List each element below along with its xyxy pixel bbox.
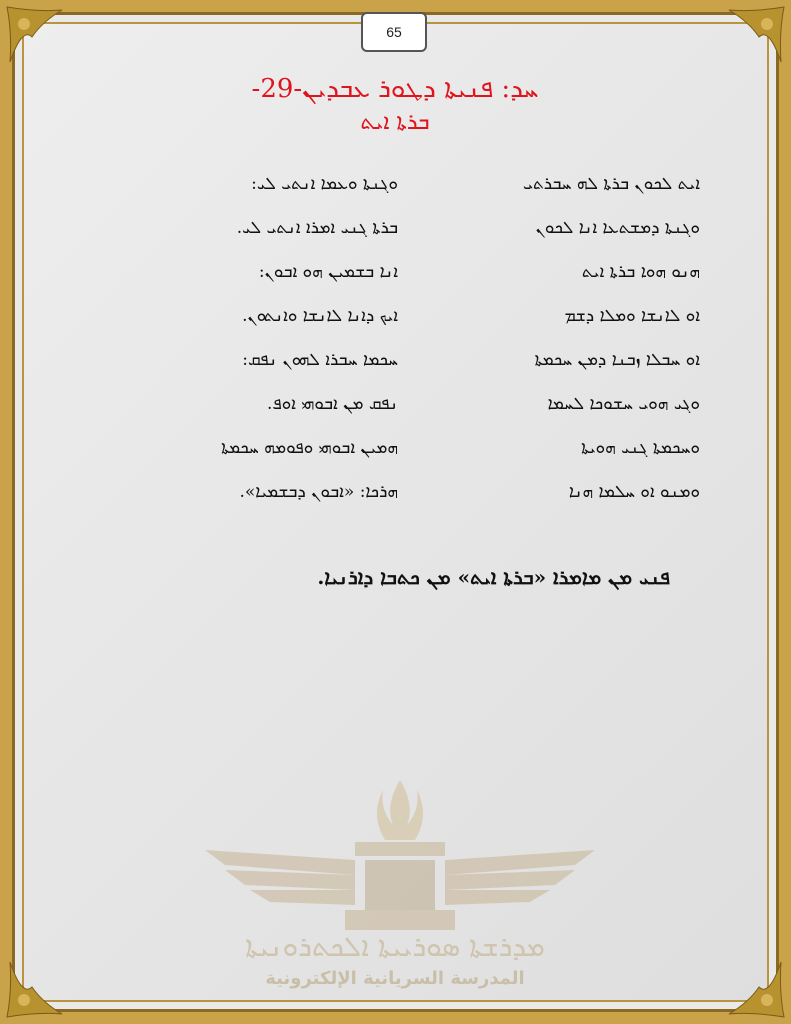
page-subtitle: ܒܪܬܐ ܐܝܬ: [360, 110, 430, 135]
verse-line: [120, 338, 700, 382]
verse-left: ܘܓܢܬܐ ܘܥܡܐ ܐܢܬܝ ܠܝ:: [251, 174, 398, 194]
verse-line: [120, 426, 700, 470]
source-note: ܦܢܝ ܡܢ ܡܐܡܪܐ «ܒܪܬܐ ܐܝܬ» ܡܢ ܟܬܒܐ ܕܐܪܢܝܐ.: [317, 565, 670, 589]
verse-left: ܐܢܐ ܒܫܡܝܢ ܗܘ ܐܒܘܢ:: [258, 262, 398, 282]
page-title: ܚܕ: ܦܢܝܬܐ ܕܛܘܪ ܥܒܕܝܢ-29-: [251, 74, 539, 104]
corner-ornament-icon: [719, 952, 789, 1022]
verse-right: ܐܘ ܚܒܠܐ ܙܒܢܐ ܕܡܢ ܚܟܡܬܐ: [534, 350, 700, 370]
school-name-arabic: المدرسة السريانية الإلكترونية: [265, 968, 525, 989]
verse-line: [120, 382, 700, 426]
verse-left: ܗܪܟܐ: «ܐܒܘܢ ܕܒܫܡܝܐ».: [239, 482, 398, 502]
verse-right: ܘܡܢܘ ܐܘ ܚܠܡܐ ܗܢܐ: [568, 482, 700, 502]
school-name-syriac: ܡܕܪܫܬܐ ܣܘܪܝܝܬܐ ܐܠܟܬܪܘܢܝܬܐ: [245, 930, 545, 963]
verse-right: ܘܓܝ ܗܘܝ ܚܫܘܟܐ ܠܚܡܐ: [547, 394, 700, 414]
verse-right: ܘܚܟܡܬܐ ܓܢܝ ܗܘܝܬܐ: [581, 438, 700, 458]
verse-left: ܐܝܟ ܕܐܢܐ ܠܐܢܫܐ ܘܐܢܬܘܢ.: [242, 306, 398, 326]
verse-right: ܘܓܢܬܐ ܕܡܫܬܥܐ ܐܢܐ ܠܟܘܢ: [535, 218, 700, 238]
corner-ornament-icon: [2, 952, 72, 1022]
verse-line: [120, 250, 700, 294]
verse-right: ܐܝܬ ܠܟܘܢ ܒܪܬܐ ܠܗ ܚܒܪܬܝ: [523, 174, 700, 194]
verse-left: ܗܡܝܢ ܐܒܘܗܝ ܘܦܘܡܗ ܚܟܡܬܐ: [221, 438, 398, 458]
verse-line: [120, 206, 700, 250]
page-number: 65: [361, 12, 427, 52]
corner-ornament-icon: [719, 2, 789, 72]
verse-right: ܐܘ ܠܐܢܫܐ ܘܡܠܐ ܕܫܡ: [564, 306, 700, 326]
verse-line: [120, 162, 700, 206]
verse-list: [120, 162, 700, 514]
winged-emblem-icon: [205, 770, 595, 940]
verse-left: ܒܪܬܐ ܓܢܝ ܐܡܪܐ ܐܢܬܝ ܠܝ.: [236, 218, 398, 238]
verse-left: ܢܦܩ ܡܢ ܐܒܘܗܝ ܐܘܦ.: [266, 394, 398, 414]
verse-right: ܗܢܘ ܗܘܐ ܒܪܬܐ ܐܝܬ: [581, 262, 700, 282]
verse-line: [120, 470, 700, 514]
verse-left: ܚܟܡܐ ܚܒܪܐ ܠܗܘܢ ܢܦܩ:: [242, 350, 398, 370]
corner-ornament-icon: [2, 2, 72, 72]
verse-line: [120, 294, 700, 338]
